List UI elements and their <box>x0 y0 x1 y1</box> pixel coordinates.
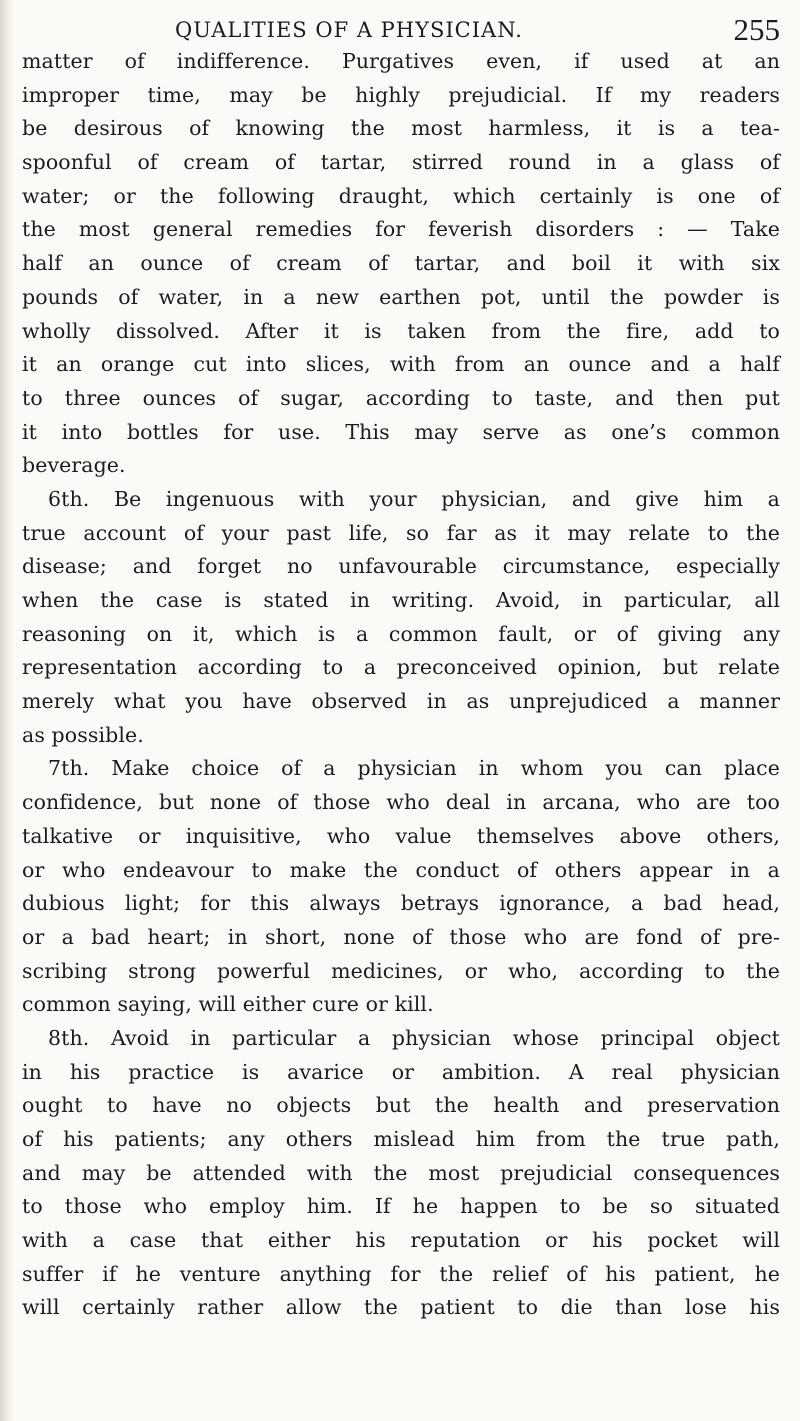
text-line: reasoning on it, which is a common fault, or of giving any <box>22 621 780 646</box>
text-line: matter of indifference. Purgatives even, if used at an <box>22 49 780 73</box>
text-line: to three ounces of sugar, according to taste, and then put <box>22 385 780 410</box>
text-line: will certainly rather allow the patient to die than lose his <box>22 1295 780 1320</box>
text-line: talkative or inquisitive, who value themselves above others, <box>22 823 780 848</box>
text-line: or a bad heart; in short, none of those who are fond of pre- <box>22 924 780 949</box>
text-line: spoonful of cream of tartar, stirred round in a glass of <box>22 150 780 175</box>
text-line: and may be attended with the most prejudicial consequences <box>22 1160 780 1185</box>
text-line: wholly dissolved. After it is taken from the fire, add to <box>22 318 780 343</box>
body-text <box>22 45 780 1325</box>
paragraph-first-line: 7th. Make choice of a physician in whom you can place <box>48 756 780 781</box>
paragraph-first-line: 8th. Avoid in particular a physician whose principal object <box>48 1025 780 1050</box>
text-line: pounds of water, in a new earthen pot, until the powder is <box>22 284 780 309</box>
running-title: QUALITIES OF A PHYSICIAN. <box>175 18 523 42</box>
text-line: it an orange cut into slices, with from an ounce and a half <box>22 352 780 377</box>
text-line: with a case that either his reputation or his pocket will <box>22 1228 780 1253</box>
text-line: true account of your past life, so far as it may relate to the <box>22 520 780 545</box>
text-line: improper time, may be highly prejudicial. If my readers <box>22 82 780 107</box>
text-line: to those who employ him. If he happen to be so situated <box>22 1194 780 1219</box>
text-line: merely what you have observed in as unprejudiced a manner <box>22 689 780 714</box>
binding-gutter-shadow <box>0 0 14 1421</box>
text-line: scribing strong powerful medicines, or who, according to the <box>22 958 780 983</box>
text-line: the most general remedies for feverish disorders : — Take <box>22 217 780 242</box>
text-line: common saying, will either cure or kill. <box>22 992 434 1017</box>
paragraph-first-line: 6th. Be ingenuous with your physician, and give him a <box>48 486 780 511</box>
text-line: of his patients; any others mislead him from the true path, <box>22 1127 780 1151</box>
text-line: as possible. <box>22 722 144 747</box>
text-line: suffer if he venture anything for the relief of his patient, he <box>22 1261 780 1286</box>
text-line: when the case is stated in writing. Avoid, in particular, all <box>22 588 780 612</box>
text-line: half an ounce of cream of tartar, and boil it with six <box>22 251 780 276</box>
text-line: beverage. <box>22 453 126 478</box>
text-line: or who endeavour to make the conduct of others appear in a <box>22 857 780 882</box>
text-line: representation according to a preconceived opinion, but relate <box>22 655 780 680</box>
text-line: in his practice is avarice or ambition. A real physician <box>22 1059 780 1084</box>
text-line: be desirous of knowing the most harmless, it is a tea- <box>22 116 780 141</box>
text-line: confidence, but none of those who deal in arcana, who are too <box>22 790 780 815</box>
text-line: disease; and forget no unfavourable circumstance, especially <box>22 554 780 579</box>
text-line: ought to have no objects but the health and preservation <box>22 1093 780 1118</box>
text-line: dubious light; for this always betrays ignorance, a bad head, <box>22 891 780 916</box>
page-number: 255 <box>733 12 780 47</box>
text-line: water; or the following draught, which certainly is one of <box>22 183 780 208</box>
text-line: it into bottles for use. This may serve as one’s common <box>22 419 780 444</box>
